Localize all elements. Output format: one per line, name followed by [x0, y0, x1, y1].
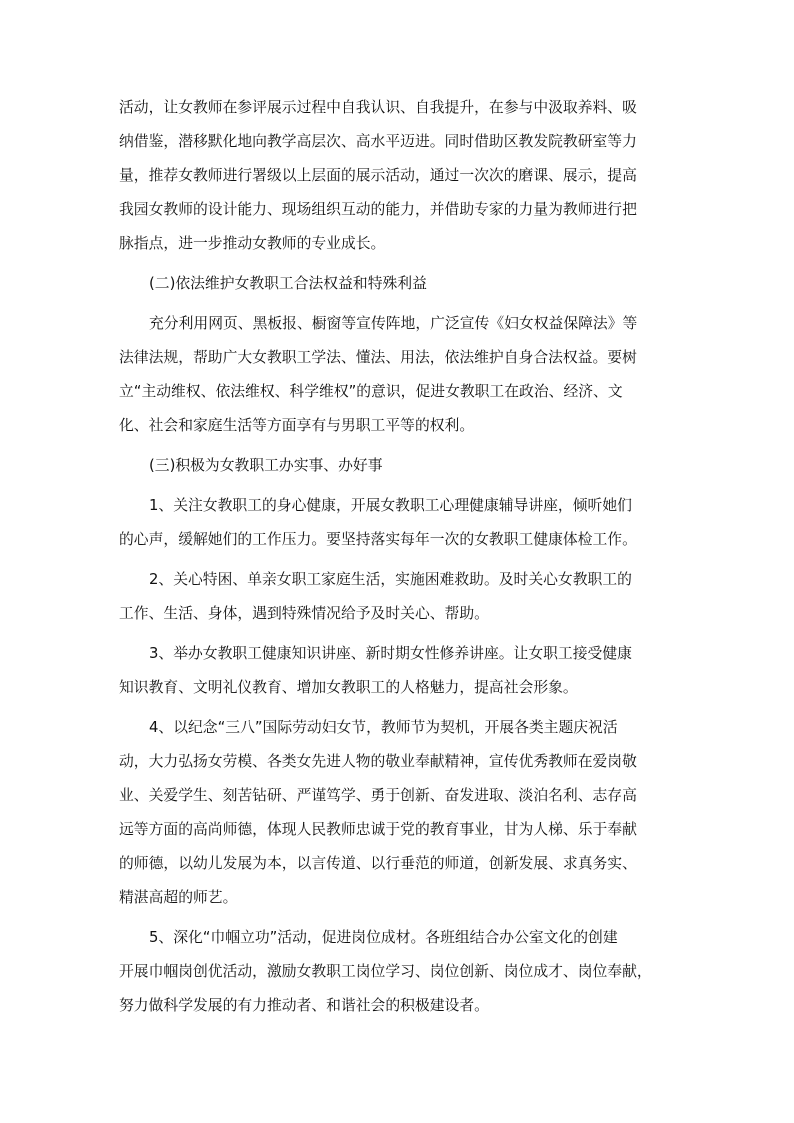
text-line: 脉指点，进一步推动女教师的专业成长。 [119, 235, 386, 252]
text-line: 3、举办女教职工健康知识讲座、新时期女性修养讲座。让女职工接受健康 [149, 645, 632, 662]
heading-text: (二)依法维护女教职工合法权益和特殊利益 [149, 275, 427, 292]
document-body [119, 91, 685, 1023]
list-item-1 [119, 489, 685, 557]
text-line: 业、关爱学生、刻苦钻研、严谨笃学、勇于创新、奋发进取、淡泊名利、志存高 [119, 787, 637, 804]
text-line: 的师德，以幼儿发展为本，以言传道、以行垂范的师道，创新发展、求真务实、 [119, 855, 637, 872]
paragraph-continuation [119, 91, 685, 261]
list-item-5 [119, 921, 685, 1023]
text-line: 立“主动维权、依法维权、科学维权”的意识，促进女教职工在政治、经济、文 [119, 383, 623, 400]
text-line: 精湛高超的师艺。 [119, 889, 238, 906]
text-line: 1、关注女教职工的身心健康，开展女教职工心理健康辅导讲座，倾听她们 [149, 497, 632, 514]
text-line: 开展巾帼岗创优活动，激励女教职工岗位学习、岗位创新、岗位成才、岗位奉献， [119, 963, 652, 980]
text-line: 努力做科学发展的有力推动者、和谐社会的积极建设者。 [119, 997, 489, 1014]
heading-text: (三)积极为女教职工办实事、办好事 [149, 457, 383, 474]
text-line: 工作、生活、身体，遇到特殊情况给予及时关心、帮助。 [119, 605, 489, 622]
text-line: 活动，让女教师在参评展示过程中自我认识、自我提升，在参与中汲取养料、吸 [119, 99, 637, 116]
paragraph-rights [119, 307, 685, 443]
text-line: 的心声，缓解她们的工作压力。要坚持落实每年一次的女教职工健康体检工作。 [119, 531, 637, 548]
list-item-2 [119, 563, 685, 631]
section-heading-2 [119, 267, 685, 301]
text-line: 动，大力弘扬女劳模、各类女先进人物的敬业奉献精神，宣传优秀教师在爱岗敬 [119, 753, 637, 770]
text-line: 4、以纪念“三八”国际劳动妇女节，教师节为契机，开展各类主题庆祝活 [149, 719, 618, 736]
text-line: 5、深化“巾帼立功”活动，促进岗位成材。各班组结合办公室文化的创建 [149, 929, 618, 946]
text-line: 2、关心特困、单亲女职工家庭生活，实施困难救助。及时关心女教职工的 [149, 571, 632, 588]
section-heading-3 [119, 449, 685, 483]
text-line: 我园女教师的设计能力、现场组织互动的能力，并借助专家的力量为教师进行把 [119, 201, 637, 218]
text-line: 充分利用网页、黑板报、橱窗等宣传阵地，广泛宣传《妇女权益保障法》等 [149, 315, 638, 332]
text-line: 纳借鉴，潜移默化地向教学高层次、高水平迈进。同时借助区教发院教研室等力 [119, 133, 637, 150]
text-line: 知识教育、文明礼仪教育、增加女教职工的人格魅力，提高社会形象。 [119, 679, 578, 696]
list-item-3 [119, 637, 685, 705]
text-line: 远等方面的高尚师德，体现人民教师忠诚于党的教育事业，甘为人梯、乐于奉献 [119, 821, 637, 838]
text-line: 化、社会和家庭生活等方面享有与男职工平等的权利。 [119, 417, 475, 434]
text-line: 量，推荐女教师进行署级以上层面的展示活动，通过一次次的磨课、展示，提高 [119, 167, 637, 184]
list-item-4 [119, 711, 685, 915]
text-line: 法律法规，帮助广大女教职工学法、懂法、用法，依法维护自身合法权益。要树 [119, 349, 637, 366]
